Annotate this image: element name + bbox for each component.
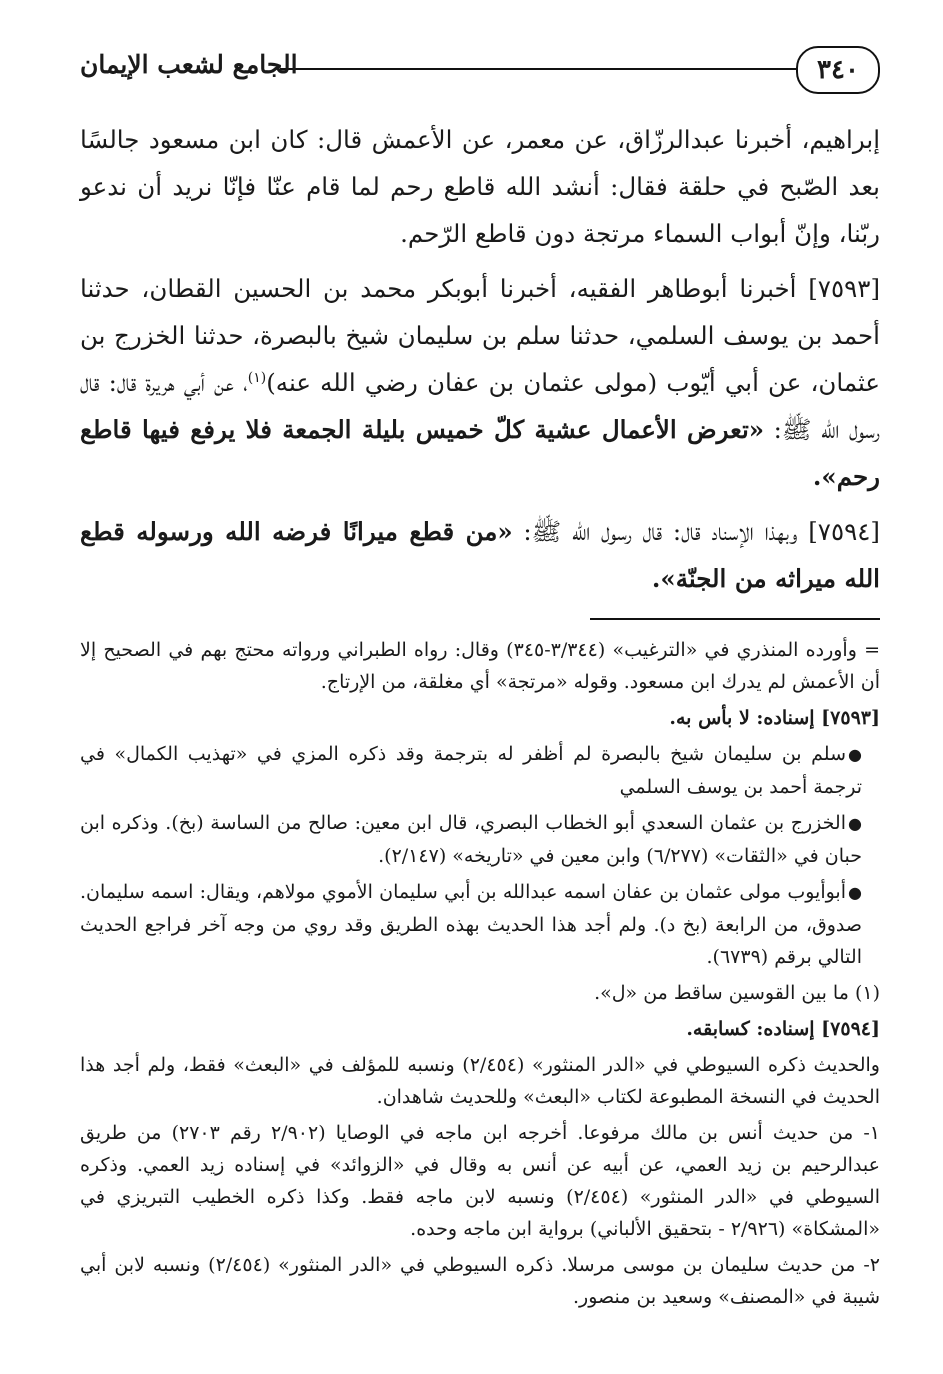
footnote-paragraph: والحديث ذكره السيوطي في «الدر المنثور» (٢/٤٥٤) ونسبه للمؤلف في «البعث» فقط، ولم أجد هذا الحديث في النسخة المطبوعة لكتاب «البعث» وللحديث شاهدان. — [80, 1054, 880, 1108]
page-header — [80, 40, 880, 102]
footnote-head-7593: [٧٥٩٣] إسناده: لا بأس به. — [669, 707, 880, 729]
running-title: الجامع لشعب الإيمان — [80, 50, 298, 79]
bullet-icon: ● — [848, 883, 862, 902]
footnote-1: (١) ما بين القوسين ساقط من «ل». — [594, 982, 880, 1004]
footnote-paragraph: ٢- من حديث سليمان بن موسى مرسلا. ذكره السيوطي في «الدر المنثور» (٢/٤٥٤) ونسبه لابن أبي شيبة في «المصنف» وسعيد بن منصور. — [80, 1254, 880, 1308]
footnote-paragraph: ١- من حديث أنس بن مالك مرفوعا. أخرجه ابن ماجه في الوصايا (٢/٩٠٢ رقم ٢٧٠٣) من طريق عبدالرحيم بن زيد العمي، عن أبيه عن أنس به وقال في «الزوائد» في إسناده زيد العمي. وذكره السيوطي في «الدر المنثور» (٢/٤٥٤) ونسبه لابن ماجه فقط. وكذا ذكره الخطيب التبريزي في «المشكاة» (٢/٩٢٦ - بتحقيق الألباني) برواية ابن ماجه وحده. — [80, 1122, 881, 1240]
footnote-bullet — [80, 738, 880, 803]
footnote-marker: (١) — [247, 369, 267, 386]
main-text — [80, 116, 880, 602]
bullet-text: أبوأيوب مولى عثمان بن عفان اسمه عبدالله بن أبي سليمان الأموي مولاهم، ويقال: اسمه سليمان. صدوق، من الرابعة (بخ د). ولم أجد هذا الحديث بهذه الطريق وقد روي من وجه آخر فراجع الحديث التالي برقم (٦٧٣٩). — [80, 881, 862, 968]
bullet-icon: ● — [848, 814, 862, 833]
bullet-text: سلم بن سليمان شيخ بالبصرة لم أظفر له بترجمة وقد ذكره المزي في «تهذيب الكمال» في ترجمة أحمد بن يوسف السلمي — [80, 743, 862, 798]
header-rule — [280, 68, 796, 70]
hadith-7594 — [80, 508, 880, 602]
footnotes — [80, 634, 880, 1313]
hadith-number: [٧٥٩٣] — [808, 274, 880, 303]
book-page — [80, 40, 880, 1340]
page-number-badge: ٣٤٠ — [796, 46, 880, 94]
hadith-matn: «من قطع ميرانًا فرضه الله ورسوله قطع الله ميراثه من الجنّة». — [80, 517, 880, 593]
footnote-separator — [590, 618, 880, 620]
bullet-text: الخزرج بن عثمان السعدي أبو الخطاب البصري، قال ابن معين: صالح من الساسة (بخ). وذكره ابن حبان في «الثقات» (٦/٢٧٧) وابن معين في «تاريخه» (٢/١٤٧). — [80, 812, 862, 867]
hadith-isnad-end: ، عن أبي هريرة قال: قال رسول الله ﷺ: — [80, 368, 880, 444]
hadith-number: [٧٥٩٤] — [808, 517, 880, 546]
footnote-bullet — [80, 876, 880, 973]
hadith-isnad: أخبرنا أبوطاهر الفقيه، أخبرنا أبوبكر محمد بن الحسين القطان، حدثنا أحمد بن يوسف السلمي، حدثنا سلم بن سليمان شيخ بالبصرة، حدثنا الخزرج بن عثمان، عن أبي أيّوب (مولى عثمان بن عفان رضي الله عنه) — [80, 274, 880, 397]
paragraph-continuation: إبراهيم، أخبرنا عبدالرزّاق، عن معمر، عن الأعمش قال: كان ابن مسعود جالسًا بعد الصّبح في حلقة فقال: أنشد الله قاطع رحم لما قام عنّا فإنّا نريد أن ندعو ربّنا، وإنّ أبواب السماء مرتجة دون قاطع الرّحم. — [80, 125, 880, 248]
footnote-continuation: = وأورده المنذري في «الترغيب» (٣/٣٤٤-٣٤٥) وقال: رواه الطبراني ورواته محتج بهم في الصحيح إلا أن الأعمش لم يدرك ابن مسعود. وقوله «مرتجة» أي مغلقة، من الإرتاج. — [80, 639, 880, 693]
hadith-matn: «تعرض الأعمال عشية كلّ خميس بليلة الجمعة فلا يرفع فيها قاطع رحم». — [80, 415, 880, 491]
footnote-head-7594: [٧٥٩٤] إسناده: كسابقه. — [686, 1018, 880, 1040]
hadith-7593 — [80, 265, 880, 500]
hadith-isnad: وبهذا الإسناد قال: قال رسول الله ﷺ: — [523, 517, 798, 546]
footnote-bullet — [80, 807, 880, 872]
bullet-icon: ● — [848, 745, 862, 764]
